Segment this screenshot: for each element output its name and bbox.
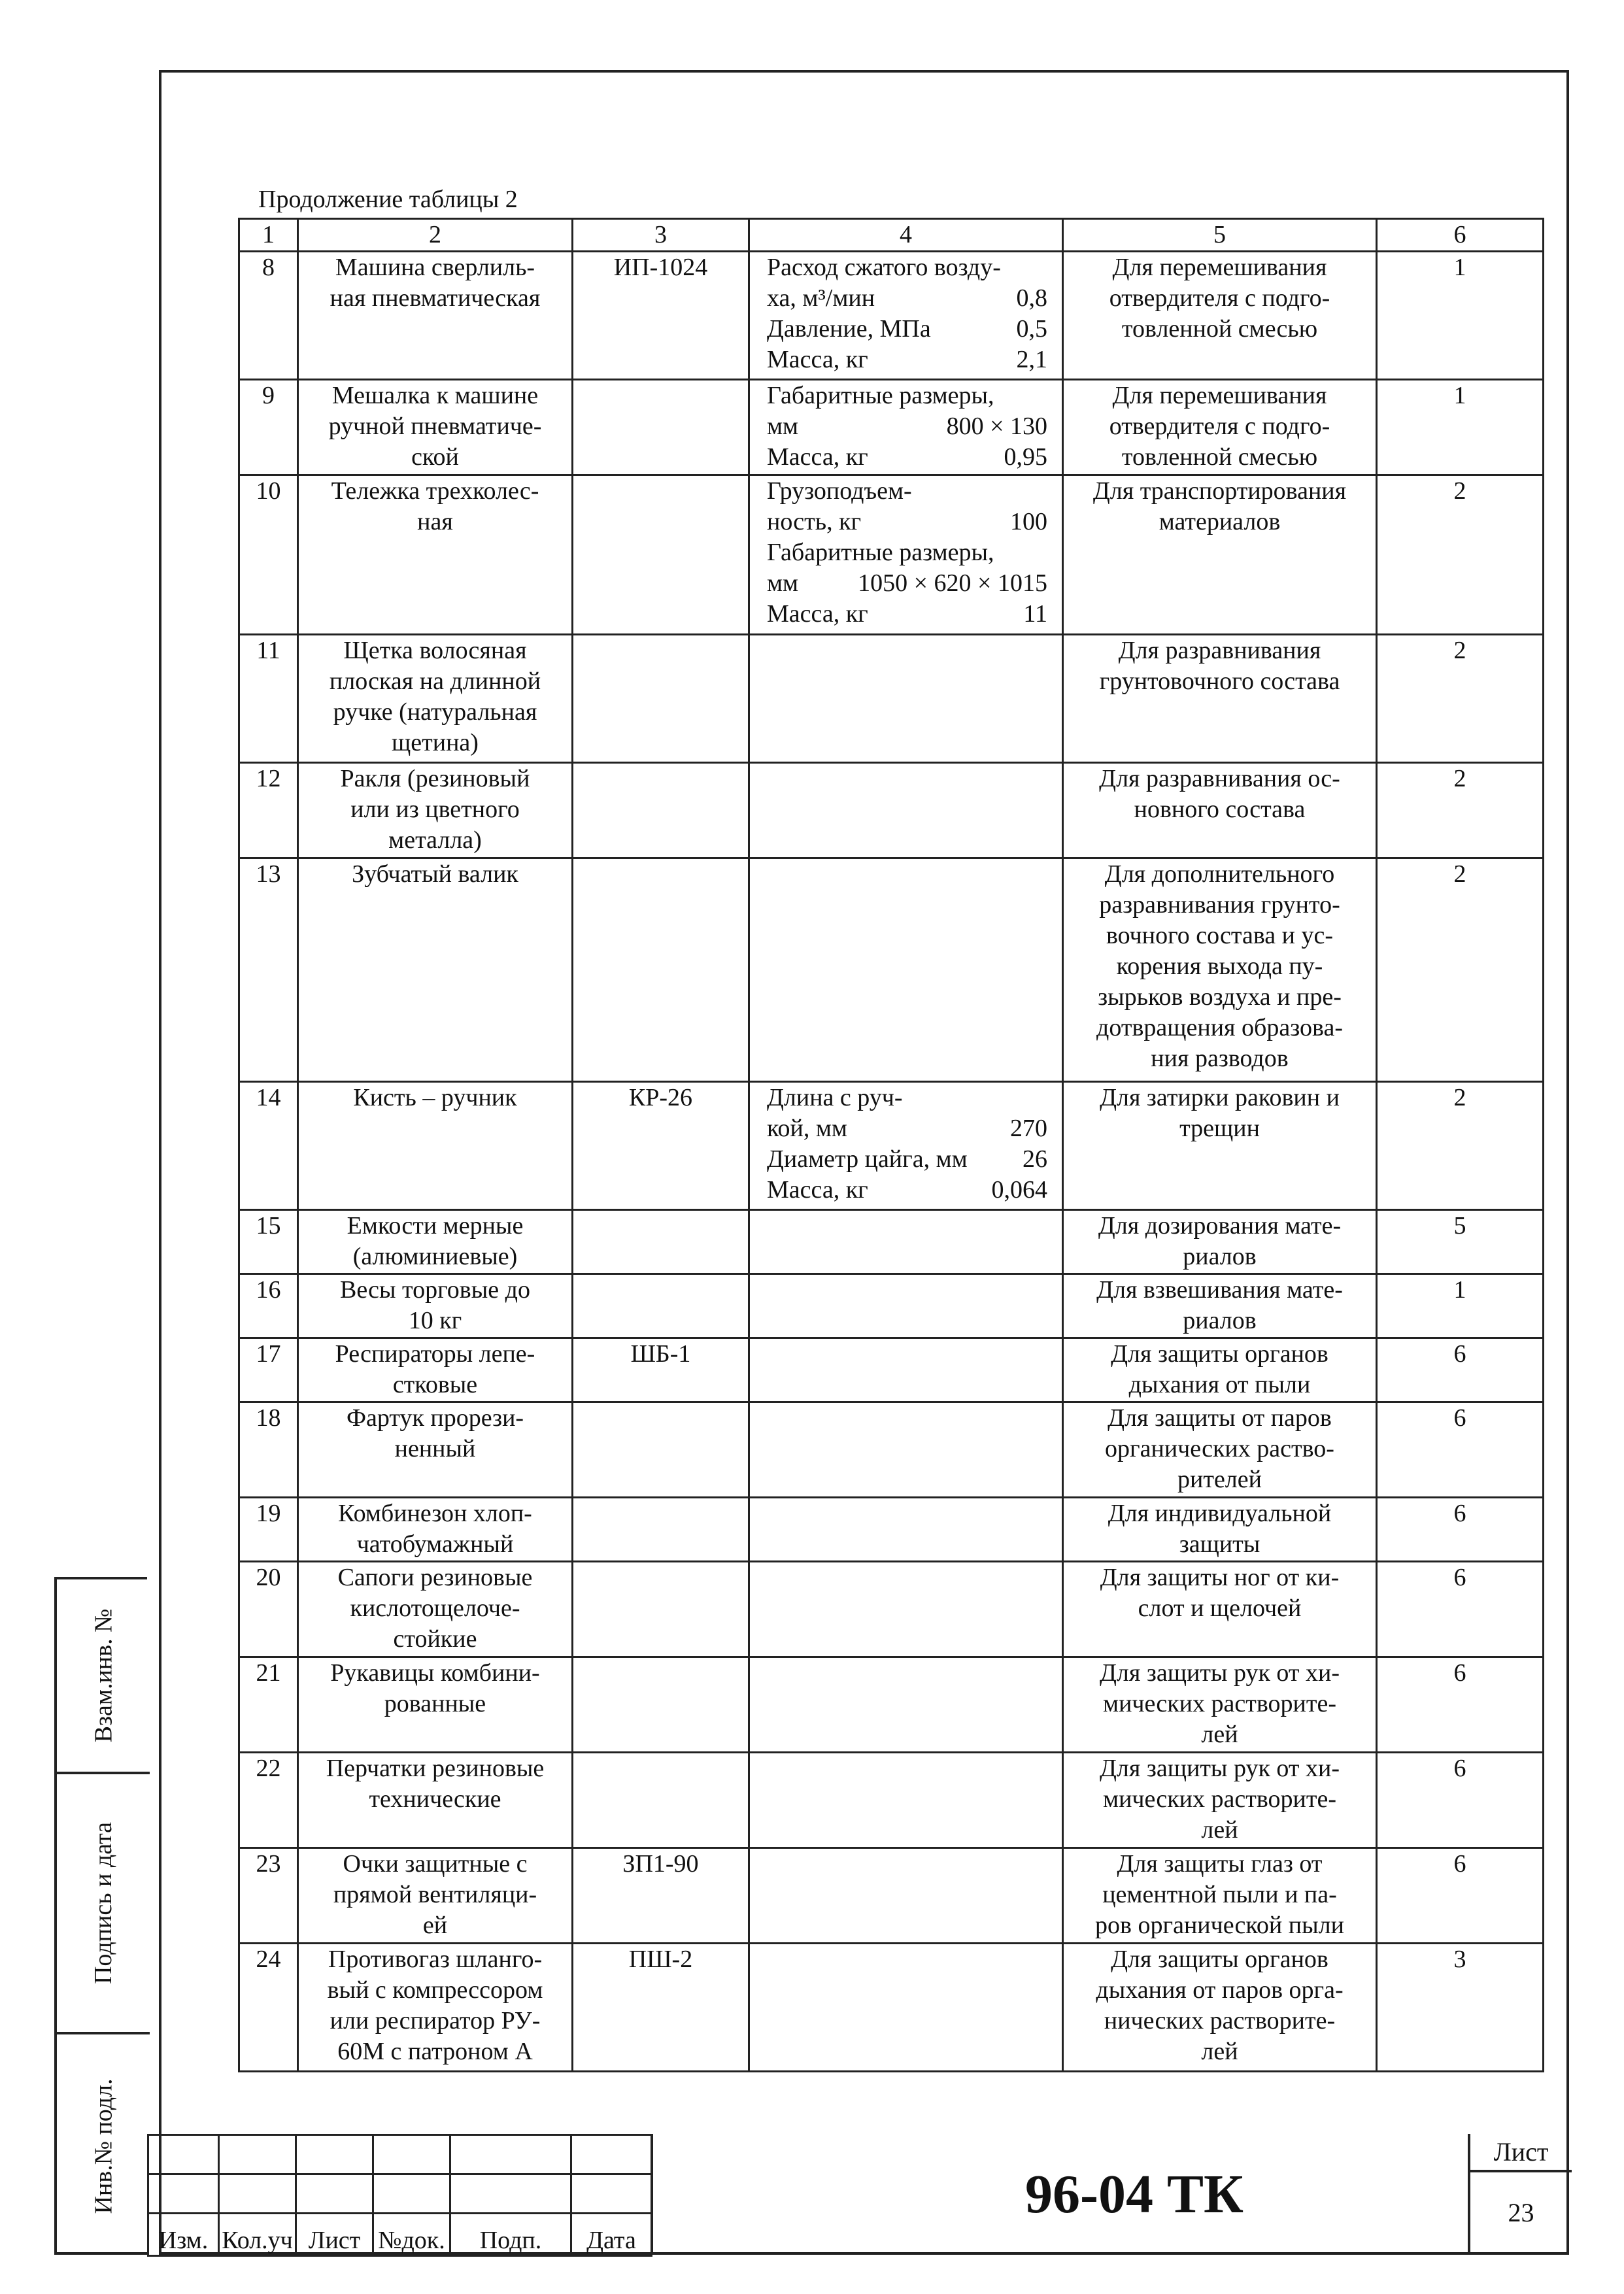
cell-line: металла) bbox=[388, 826, 482, 854]
table-header-row bbox=[239, 219, 1544, 252]
cell-line: ния разводов bbox=[1151, 1045, 1289, 1072]
cell-line: Рукавицы комбини- bbox=[330, 1659, 540, 1687]
cell-line: Противогаз шланго- bbox=[328, 1946, 543, 1973]
spec-label: Расход сжатого возду- bbox=[767, 254, 1001, 281]
table-row bbox=[239, 252, 1544, 380]
spec-label: мм bbox=[767, 413, 799, 440]
purpose-cell bbox=[1063, 1210, 1377, 1274]
specs-cell bbox=[749, 1657, 1063, 1753]
spec-label: Габаритные размеры, bbox=[767, 539, 994, 566]
cell-line: технические bbox=[369, 1785, 501, 1813]
purpose-cell bbox=[1063, 1082, 1377, 1210]
table-row bbox=[239, 858, 1544, 1082]
cell-line: прямой вентиляци- bbox=[333, 1881, 537, 1908]
cell-line: дотвращения образова- bbox=[1096, 1014, 1343, 1041]
row-number-cell: 9 bbox=[239, 380, 298, 475]
row-number-cell: 11 bbox=[239, 635, 298, 763]
row-number-cell: 24 bbox=[239, 1944, 298, 2072]
cell-line: Для перемешивания bbox=[1112, 254, 1327, 281]
cell-line: чатобумажный bbox=[356, 1530, 514, 1558]
specs-cell bbox=[749, 380, 1063, 475]
cell-line: Зубчатый валик bbox=[352, 860, 518, 888]
specs-cell bbox=[749, 1562, 1063, 1657]
revision-col-label: №док. bbox=[373, 2214, 450, 2256]
specs-cell bbox=[749, 1338, 1063, 1402]
purpose-cell bbox=[1063, 1944, 1377, 2072]
purpose-cell bbox=[1063, 1657, 1377, 1753]
cell-line: Очки защитные с bbox=[343, 1850, 528, 1878]
cell-line: грунтовочного состава bbox=[1099, 667, 1340, 695]
cell-line: ная пневматическая bbox=[330, 284, 541, 312]
spec-label: Давление, МПа bbox=[767, 315, 931, 343]
cell-line: Ракля (резиновый bbox=[340, 765, 530, 792]
table-row bbox=[239, 1657, 1544, 1753]
spec-line bbox=[767, 345, 1047, 375]
model-cell bbox=[573, 380, 749, 475]
model-cell bbox=[573, 635, 749, 763]
row-number-cell: 17 bbox=[239, 1338, 298, 1402]
header-cell: 3 bbox=[573, 219, 749, 252]
spec-value: 0,95 bbox=[1004, 443, 1047, 471]
spec-line bbox=[767, 411, 1047, 442]
spec-line bbox=[767, 252, 1047, 283]
model-cell bbox=[573, 1274, 749, 1338]
spec-value: 26 bbox=[1023, 1145, 1047, 1173]
revision-col-label: Дата bbox=[571, 2214, 652, 2256]
sheet-box bbox=[1468, 2134, 1572, 2255]
spec-line bbox=[767, 283, 1047, 314]
spec-line bbox=[767, 537, 1047, 568]
cell-line: Весы торговые до bbox=[340, 1276, 530, 1304]
table-row bbox=[239, 1562, 1544, 1657]
substitute-inv-label: Взам.инв. № bbox=[90, 1608, 118, 1743]
cell-line: Для защиты глаз от bbox=[1117, 1850, 1323, 1878]
specs-cell bbox=[749, 1944, 1063, 2072]
spec-value: 100 bbox=[1010, 508, 1047, 535]
spec-value: 1050 × 620 × 1015 bbox=[858, 569, 1047, 597]
item-name-cell bbox=[298, 858, 573, 1082]
table-row bbox=[239, 1082, 1544, 1210]
cell-line: новного состава bbox=[1134, 796, 1306, 823]
table-row bbox=[239, 1944, 1544, 2072]
purpose-cell bbox=[1063, 1402, 1377, 1498]
table-row bbox=[239, 1338, 1544, 1402]
item-name-cell bbox=[298, 1338, 573, 1402]
cell-line: Комбинезон хлоп- bbox=[338, 1500, 532, 1527]
table-row bbox=[239, 763, 1544, 858]
purpose-cell bbox=[1063, 763, 1377, 858]
spec-value: 0,064 bbox=[991, 1176, 1047, 1204]
item-name-cell bbox=[298, 1944, 573, 2072]
row-number-cell: 18 bbox=[239, 1402, 298, 1498]
model-cell bbox=[573, 1402, 749, 1498]
spec-label: кой, мм bbox=[767, 1115, 847, 1142]
cell-line: стковые bbox=[392, 1371, 478, 1398]
cell-line: Фартук прорези- bbox=[346, 1404, 524, 1432]
item-name-cell bbox=[298, 1848, 573, 1944]
table-row bbox=[239, 635, 1544, 763]
purpose-cell bbox=[1063, 1274, 1377, 1338]
model-cell bbox=[573, 763, 749, 858]
model-cell bbox=[573, 1210, 749, 1274]
purpose-cell bbox=[1063, 475, 1377, 635]
specs-cell bbox=[749, 1082, 1063, 1210]
cell-line: органических раство- bbox=[1105, 1435, 1334, 1462]
purpose-cell bbox=[1063, 1338, 1377, 1402]
quantity-cell: 2 bbox=[1377, 763, 1544, 858]
cell-line: Щетка волосяная bbox=[343, 637, 527, 664]
model-cell: ЗП1-90 bbox=[573, 1848, 749, 1944]
signature-date-label: Подпись и дата bbox=[90, 1821, 118, 1985]
spec-line bbox=[767, 476, 1047, 507]
spec-line bbox=[767, 314, 1047, 345]
spec-label: Габаритные размеры, bbox=[767, 382, 994, 409]
cell-line: Для взвешивания мате- bbox=[1096, 1276, 1343, 1304]
cell-line: мических растворите- bbox=[1103, 1785, 1336, 1813]
header-cell: 4 bbox=[749, 219, 1063, 252]
cell-line: корения выхода пу- bbox=[1116, 953, 1323, 980]
cell-line: Машина сверлиль- bbox=[335, 254, 535, 281]
row-number-cell: 16 bbox=[239, 1274, 298, 1338]
cell-line: Сапоги резиновые bbox=[337, 1564, 533, 1591]
cell-line: дыхания от паров орга- bbox=[1096, 1976, 1344, 2004]
quantity-cell: 2 bbox=[1377, 1082, 1544, 1210]
spec-line bbox=[767, 1175, 1047, 1206]
cell-line: отвердителя с подго- bbox=[1109, 284, 1330, 312]
table-row bbox=[239, 1210, 1544, 1274]
item-name-cell bbox=[298, 475, 573, 635]
header-cell: 1 bbox=[239, 219, 298, 252]
purpose-cell bbox=[1063, 1562, 1377, 1657]
cell-line: Кисть – ручник bbox=[353, 1084, 517, 1111]
quantity-cell: 5 bbox=[1377, 1210, 1544, 1274]
model-cell bbox=[573, 1657, 749, 1753]
item-name-cell bbox=[298, 1753, 573, 1848]
purpose-cell bbox=[1063, 252, 1377, 380]
specs-cell bbox=[749, 1402, 1063, 1498]
item-name-cell bbox=[298, 1562, 573, 1657]
specs-cell bbox=[749, 858, 1063, 1082]
cell-line: Перчатки резиновые bbox=[326, 1755, 545, 1782]
cell-line: Для разравнивания ос- bbox=[1099, 765, 1340, 792]
cell-line: щетина) bbox=[392, 729, 479, 756]
specs-cell bbox=[749, 475, 1063, 635]
cell-line: цементной пыли и па- bbox=[1102, 1881, 1337, 1908]
model-cell bbox=[573, 1498, 749, 1562]
item-name-cell bbox=[298, 763, 573, 858]
item-name-cell bbox=[298, 1082, 573, 1210]
row-number-cell: 14 bbox=[239, 1082, 298, 1210]
spec-value: 0,5 bbox=[1016, 315, 1047, 343]
cell-line: Для перемешивания bbox=[1112, 382, 1327, 409]
specs-cell bbox=[749, 1210, 1063, 1274]
item-name-cell bbox=[298, 1498, 573, 1562]
purpose-cell bbox=[1063, 380, 1377, 475]
cell-line: лей bbox=[1201, 2038, 1238, 2065]
specs-cell bbox=[749, 252, 1063, 380]
cell-line: или респиратор РУ- bbox=[330, 2007, 541, 2034]
spec-label: мм bbox=[767, 569, 799, 597]
spec-line bbox=[767, 442, 1047, 473]
cell-line: ров органической пыли bbox=[1095, 1912, 1344, 1939]
header-cell: 6 bbox=[1377, 219, 1544, 252]
cell-line: Для затирки раковин и bbox=[1100, 1084, 1340, 1111]
table-caption: Продолжение таблицы 2 bbox=[258, 186, 518, 213]
specs-cell bbox=[749, 635, 1063, 763]
model-cell: КР-26 bbox=[573, 1082, 749, 1210]
table-row bbox=[239, 1402, 1544, 1498]
quantity-cell: 2 bbox=[1377, 475, 1544, 635]
model-cell bbox=[573, 858, 749, 1082]
row-number-cell: 8 bbox=[239, 252, 298, 380]
original-inv-label: Инв.№ подл. bbox=[90, 2078, 118, 2214]
cell-line: рителей bbox=[1177, 1466, 1262, 1493]
item-name-cell bbox=[298, 1657, 573, 1753]
row-number-cell: 15 bbox=[239, 1210, 298, 1274]
spec-value: 2,1 bbox=[1016, 346, 1047, 373]
cell-line: Для защиты от паров bbox=[1108, 1404, 1332, 1432]
quantity-cell: 6 bbox=[1377, 1402, 1544, 1498]
cell-line: Для разравнивания bbox=[1118, 637, 1321, 664]
cell-line: ской bbox=[411, 443, 459, 471]
quantity-cell: 1 bbox=[1377, 380, 1544, 475]
spec-value: 800 × 130 bbox=[946, 413, 1047, 440]
cell-line: материалов bbox=[1159, 508, 1281, 535]
cell-line: Для защиты ног от ки- bbox=[1100, 1564, 1340, 1591]
cell-line: 60М с патроном А bbox=[337, 2038, 533, 2065]
cell-line: трещин bbox=[1179, 1115, 1260, 1142]
item-name-cell bbox=[298, 1210, 573, 1274]
cell-line: 10 кг bbox=[408, 1307, 462, 1334]
cell-line: защиты bbox=[1179, 1530, 1260, 1558]
purpose-cell bbox=[1063, 635, 1377, 763]
spec-label: Масса, кг bbox=[767, 346, 868, 373]
cell-line: отвердителя с подго- bbox=[1109, 413, 1330, 440]
cell-line: дыхания от пыли bbox=[1128, 1371, 1311, 1398]
spec-value: 270 bbox=[1010, 1115, 1047, 1142]
cell-line: Емкости мерные bbox=[347, 1212, 524, 1240]
table-row bbox=[239, 1498, 1544, 1562]
cell-line: ная bbox=[417, 508, 453, 535]
cell-line: Для защиты рук от хи- bbox=[1099, 1755, 1340, 1782]
cell-line: ей bbox=[422, 1912, 448, 1939]
sheet-number: 23 bbox=[1508, 2197, 1534, 2227]
cell-line: стойкие bbox=[393, 1625, 477, 1653]
table-row bbox=[239, 1753, 1544, 1848]
cell-line: зырьков воздуха и пре- bbox=[1098, 983, 1342, 1011]
model-cell: ШБ-1 bbox=[573, 1338, 749, 1402]
row-number-cell: 22 bbox=[239, 1753, 298, 1848]
cell-line: Для защиты органов bbox=[1111, 1340, 1328, 1368]
spec-label: ха, м³/мин bbox=[767, 284, 875, 312]
cell-line: мических растворите- bbox=[1103, 1690, 1336, 1717]
cell-line: (алюминиевые) bbox=[352, 1243, 518, 1270]
purpose-cell bbox=[1063, 1498, 1377, 1562]
revision-col-label: Подп. bbox=[450, 2214, 571, 2256]
row-number-cell: 19 bbox=[239, 1498, 298, 1562]
quantity-cell: 6 bbox=[1377, 1562, 1544, 1657]
row-number-cell: 21 bbox=[239, 1657, 298, 1753]
cell-line: товленной смесью bbox=[1121, 443, 1318, 471]
specs-cell bbox=[749, 1498, 1063, 1562]
row-number-cell: 23 bbox=[239, 1848, 298, 1944]
spec-label: ность, кг bbox=[767, 508, 862, 535]
spec-label: Масса, кг bbox=[767, 1176, 868, 1204]
specs-cell bbox=[749, 1274, 1063, 1338]
cell-line: рованные bbox=[384, 1690, 486, 1717]
cell-line: вочного состава и ус- bbox=[1106, 922, 1334, 949]
revision-col-label: Лист bbox=[296, 2214, 373, 2256]
model-cell: ПШ-2 bbox=[573, 1944, 749, 2072]
cell-line: риалов bbox=[1183, 1307, 1257, 1334]
spec-label: Масса, кг bbox=[767, 600, 868, 628]
row-number-cell: 13 bbox=[239, 858, 298, 1082]
cell-line: Для защиты органов bbox=[1111, 1946, 1328, 1973]
quantity-cell: 1 bbox=[1377, 1274, 1544, 1338]
purpose-cell bbox=[1063, 1848, 1377, 1944]
cell-line: ручке (натуральная bbox=[333, 698, 537, 726]
cell-line: разравнивания грунто- bbox=[1099, 891, 1340, 919]
header-cell: 5 bbox=[1063, 219, 1377, 252]
revision-col-label: Изм. bbox=[148, 2214, 219, 2256]
spec-line bbox=[767, 380, 1047, 411]
purpose-cell bbox=[1063, 858, 1377, 1082]
spec-label: Грузоподъем- bbox=[767, 477, 912, 505]
spec-label: Диаметр цайга, мм bbox=[767, 1145, 968, 1173]
quantity-cell: 3 bbox=[1377, 1944, 1544, 2072]
cell-line: Для дополнительного bbox=[1104, 860, 1335, 888]
quantity-cell: 6 bbox=[1377, 1498, 1544, 1562]
row-number-cell: 20 bbox=[239, 1562, 298, 1657]
quantity-cell: 1 bbox=[1377, 252, 1544, 380]
table-row bbox=[239, 380, 1544, 475]
revision-grid bbox=[147, 2134, 652, 2257]
document-code: 96-04 ТК bbox=[651, 2134, 1616, 2255]
spec-label: Длина с руч- bbox=[767, 1084, 903, 1111]
cell-line: ненный bbox=[394, 1435, 476, 1462]
row-number-cell: 12 bbox=[239, 763, 298, 858]
cell-line: Тележка трехколес- bbox=[331, 477, 539, 505]
cell-line: Для защиты рук от хи- bbox=[1099, 1659, 1340, 1687]
quantity-cell: 2 bbox=[1377, 858, 1544, 1082]
cell-line: Мешалка к машине bbox=[331, 382, 539, 409]
sheet-label: Лист bbox=[1470, 2134, 1572, 2172]
item-name-cell bbox=[298, 380, 573, 475]
spec-line bbox=[767, 1144, 1047, 1175]
cell-line: товленной смесью bbox=[1121, 315, 1318, 343]
header-cell: 2 bbox=[298, 219, 573, 252]
revision-col-label: Кол.уч bbox=[219, 2214, 296, 2256]
title-block bbox=[147, 2134, 1569, 2255]
cell-line: нических растворите- bbox=[1104, 2007, 1336, 2034]
specs-cell bbox=[749, 1753, 1063, 1848]
cell-line: или из цветного bbox=[350, 796, 520, 823]
model-cell bbox=[573, 1753, 749, 1848]
item-name-cell bbox=[298, 1274, 573, 1338]
cell-line: риалов bbox=[1183, 1243, 1257, 1270]
cell-line: Для дозирования мате- bbox=[1098, 1212, 1342, 1240]
cell-line: слот и щелочей bbox=[1138, 1594, 1302, 1622]
spec-line bbox=[767, 507, 1047, 537]
model-cell bbox=[573, 475, 749, 635]
item-name-cell bbox=[298, 635, 573, 763]
item-name-cell bbox=[298, 1402, 573, 1498]
spec-line bbox=[767, 599, 1047, 630]
cell-line: лей bbox=[1201, 1816, 1238, 1844]
specs-cell bbox=[749, 1848, 1063, 1944]
quantity-cell: 6 bbox=[1377, 1338, 1544, 1402]
cell-line: Респираторы лепе- bbox=[335, 1340, 535, 1368]
spec-label: Масса, кг bbox=[767, 443, 868, 471]
table-row bbox=[239, 1274, 1544, 1338]
model-cell: ИП-1024 bbox=[573, 252, 749, 380]
cell-line: вый с компрессором bbox=[327, 1976, 543, 2004]
item-name-cell bbox=[298, 252, 573, 380]
cell-line: плоская на длинной bbox=[329, 667, 541, 695]
quantity-cell: 6 bbox=[1377, 1657, 1544, 1753]
spec-line bbox=[767, 1113, 1047, 1144]
table-row bbox=[239, 475, 1544, 635]
cell-line: Для транспортирования bbox=[1092, 477, 1347, 505]
cell-line: лей bbox=[1201, 1721, 1238, 1748]
purpose-cell bbox=[1063, 1753, 1377, 1848]
equipment-table bbox=[238, 218, 1544, 2072]
table-row bbox=[239, 1848, 1544, 1944]
quantity-cell: 6 bbox=[1377, 1753, 1544, 1848]
quantity-cell: 2 bbox=[1377, 635, 1544, 763]
spec-value: 0,8 bbox=[1016, 284, 1047, 312]
model-cell bbox=[573, 1562, 749, 1657]
cell-line: кислотощелоче- bbox=[350, 1594, 520, 1622]
spec-line bbox=[767, 568, 1047, 599]
spec-line bbox=[767, 1083, 1047, 1113]
cell-line: ручной пневматиче- bbox=[328, 413, 542, 440]
cell-line: Для индивидуальной bbox=[1108, 1500, 1332, 1527]
quantity-cell: 6 bbox=[1377, 1848, 1544, 1944]
specs-cell bbox=[749, 763, 1063, 858]
spec-value: 11 bbox=[1023, 600, 1047, 628]
row-number-cell: 10 bbox=[239, 475, 298, 635]
margin-stamp-strip bbox=[54, 1577, 147, 2255]
